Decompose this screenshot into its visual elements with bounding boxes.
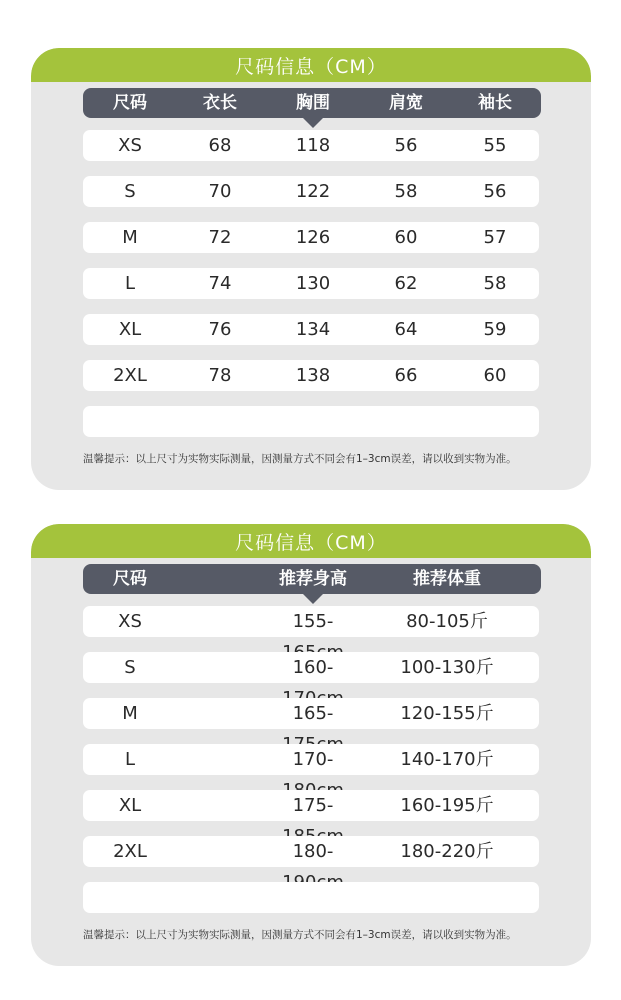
cell-length: 76 — [208, 319, 232, 340]
cell-chest: 118 — [295, 135, 331, 156]
cell-size: M — [122, 227, 138, 248]
cell-sleeve: 56 — [483, 181, 507, 202]
cell-height: 160- — [292, 657, 334, 678]
header-pointer — [301, 592, 325, 604]
size-chart-recommendations — [31, 524, 591, 966]
cell-size: XS — [118, 135, 142, 156]
cell-weight: 180-220斤 — [400, 841, 494, 862]
size-chart-measurements — [31, 48, 591, 490]
table-row — [83, 790, 539, 821]
size-chart-title: 尺码信息（CM） — [31, 524, 591, 558]
cell-shoulder: 56 — [394, 135, 418, 156]
header-weight: 推荐体重 — [413, 569, 481, 589]
cell-height: 155- — [292, 611, 334, 632]
empty-row — [83, 406, 539, 437]
cell-size: XL — [118, 319, 142, 340]
size-note: 温馨提示：以上尺寸为实物实际测量，因测量方式不同会有1–3cm误差，请以收到实物为准。 — [83, 929, 517, 941]
cell-chest: 130 — [295, 273, 331, 294]
cell-size: XS — [118, 611, 142, 632]
cell-size: S — [124, 181, 136, 202]
cell-height: 175- — [292, 795, 334, 816]
table-row — [83, 130, 539, 161]
table-row — [83, 744, 539, 775]
cell-length: 78 — [208, 365, 232, 386]
cell-height: 170- — [292, 749, 334, 770]
cell-chest: 122 — [295, 181, 331, 202]
table-row — [83, 836, 539, 867]
cell-size: L — [124, 273, 136, 294]
table-row — [83, 268, 539, 299]
cell-weight: 120-155斤 — [400, 703, 494, 724]
table-row — [83, 698, 539, 729]
header-pointer — [301, 116, 325, 128]
cell-sleeve: 57 — [483, 227, 507, 248]
header-size: 尺码 — [113, 569, 147, 589]
cell-size: S — [124, 657, 136, 678]
cell-size: M — [122, 703, 138, 724]
cell-shoulder: 62 — [394, 273, 418, 294]
table-row — [83, 222, 539, 253]
cell-shoulder: 64 — [394, 319, 418, 340]
cell-length: 74 — [208, 273, 232, 294]
cell-shoulder: 58 — [394, 181, 418, 202]
header-sleeve: 袖长 — [478, 93, 512, 113]
cell-size: 2XL — [113, 841, 147, 862]
table-header — [83, 88, 541, 118]
cell-shoulder: 60 — [394, 227, 418, 248]
cell-shoulder: 66 — [394, 365, 418, 386]
header-height: 推荐身高 — [279, 569, 347, 589]
cell-sleeve: 60 — [483, 365, 507, 386]
cell-length: 72 — [208, 227, 232, 248]
table-row — [83, 360, 539, 391]
cell-size: 2XL — [113, 365, 147, 386]
table-row — [83, 176, 539, 207]
size-chart-title: 尺码信息（CM） — [31, 48, 591, 82]
cell-length: 68 — [208, 135, 232, 156]
header-chest: 胸围 — [296, 93, 330, 113]
table-row — [83, 314, 539, 345]
cell-length: 70 — [208, 181, 232, 202]
size-note: 温馨提示：以上尺寸为实物实际测量，因测量方式不同会有1–3cm误差，请以收到实物为准。 — [83, 453, 517, 465]
table-row — [83, 652, 539, 683]
cell-sleeve: 55 — [483, 135, 507, 156]
cell-chest: 138 — [295, 365, 331, 386]
cell-weight: 140-170斤 — [400, 749, 494, 770]
cell-weight: 100-130斤 — [400, 657, 494, 678]
header-shoulder: 肩宽 — [389, 93, 423, 113]
cell-size: XL — [118, 795, 142, 816]
cell-chest: 134 — [295, 319, 331, 340]
cell-weight: 160-195斤 — [400, 795, 494, 816]
cell-sleeve: 58 — [483, 273, 507, 294]
table-header — [83, 564, 541, 594]
header-size: 尺码 — [113, 93, 147, 113]
cell-height: 165- — [292, 703, 334, 724]
cell-sleeve: 59 — [483, 319, 507, 340]
cell-size: L — [124, 749, 136, 770]
cell-chest: 126 — [295, 227, 331, 248]
cell-height: 180- — [292, 841, 334, 862]
table-row — [83, 606, 539, 637]
header-length: 衣长 — [203, 93, 237, 113]
cell-weight: 80-105斤 — [406, 611, 488, 632]
empty-row — [83, 882, 539, 913]
